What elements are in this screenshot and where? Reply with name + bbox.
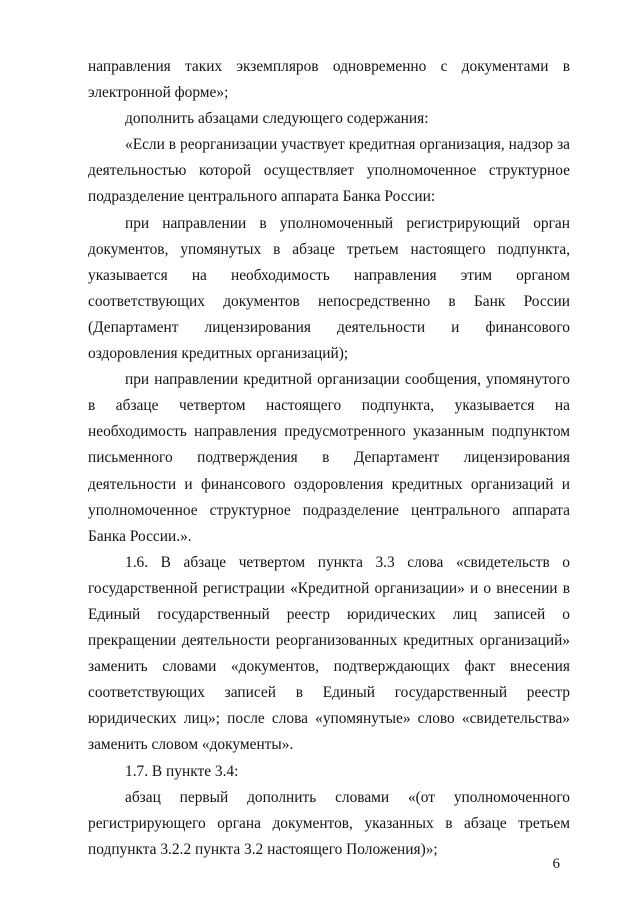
document-body <box>88 54 570 863</box>
page-number: 6 <box>552 856 560 872</box>
paragraph-quoted-intro: «Если в реорганизации участвует кредитная организация, надзор за деятельностью которой осуществляет уполномоченное структурное подразделение центрального аппарата Банка России: <box>88 136 570 206</box>
paragraph-registering-authority: при направлении в уполномоченный регистрирующий орган документов, упомянутых в абзаце третьем настоящего подпункта, указывается на необходимость направления этим органом соответствующих документов непосредственно в Банк России (Департамент лицензирования деятельности и финансового оздоровления кредитных организаций); <box>88 214 570 363</box>
paragraph-instruction-add: дополнить абзацами следующего содержания: <box>125 110 429 128</box>
paragraph-credit-org-message: при направлении кредитной организации сообщения, упомянутого в абзаце четвертом настоящего подпункта, указывается на необходимость направления предусмотренного указанным подпунктом письменного подтверждения в Департамент лицензирования деятельности и финансового оздоровления кредитных организаций и уполномоченное структурное подразделение центрального аппарата Банка России.». <box>88 371 570 545</box>
paragraph-continuation: направления таких экземпляров одновременно с документами в электронной форме»; <box>88 58 570 102</box>
paragraph-item-1-7-first-abzac: абзац первый дополнить словами «(от уполномоченного регистрирующего органа документов, указанных в абзаце третьем подпункта 3.2.2 пункта 3.2 настоящего Положения)»; <box>88 788 570 858</box>
paragraph-item-1-7: 1.7. В пункте 3.4: <box>125 762 239 780</box>
paragraph-item-1-6: 1.6. В абзаце четвертом пункта 3.3 слова «свидетельств о государственной регистрации «Кредитной организации» и о внесении в Единый государственный реестр юридических лиц записей о прекращении деятельности реорганизованных кредитных организаций» заменить словами «документов, подтверждающих факт внесения соответствующих записей в Единый государственный реестр юридических лиц»; после слова «упомянутые» слово «свидетельства» заменить словом «документы». <box>88 553 570 754</box>
